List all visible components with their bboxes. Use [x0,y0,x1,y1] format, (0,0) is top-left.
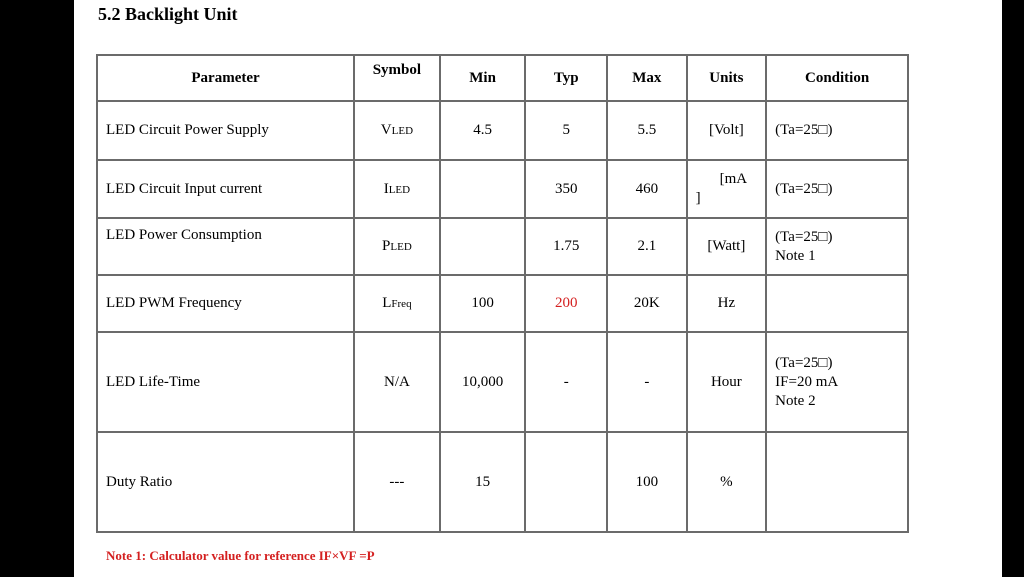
cell-parameter: LED Power Consumption [97,218,354,275]
cell-condition [766,275,908,332]
cell-symbol: ILED [354,160,440,218]
cell-min: 100 [440,275,526,332]
table-row [97,275,908,332]
cell-min: 10,000 [440,332,526,432]
cell-max: 5.5 [607,101,687,160]
document-page [74,0,1002,577]
cell-units: Hour [687,332,767,432]
cell-max: 20K [607,275,687,332]
cell-units: [Watt] [687,218,767,275]
cell-min [440,218,526,275]
table-row [97,432,908,532]
header-max: Max [607,55,687,101]
header-typ: Typ [525,55,607,101]
section-title: 5.2 Backlight Unit [98,4,238,24]
cell-min: 15 [440,432,526,532]
cell-max: - [607,332,687,432]
cell-units: [mA ] [687,160,767,218]
cell-max: 2.1 [607,218,687,275]
cell-typ [525,432,607,532]
cell-typ: 1.75 [525,218,607,275]
footnote: Note 1: Calculator value for reference IF×VF =P [106,548,375,563]
header-units: Units [687,55,767,101]
cell-condition: (Ta=25□) [766,160,908,218]
cell-condition: (Ta=25□) [766,101,908,160]
cell-typ: 350 [525,160,607,218]
cell-units: % [687,432,767,532]
cell-typ: 5 [525,101,607,160]
cell-symbol: VLED [354,101,440,160]
cell-min: 4.5 [440,101,526,160]
cell-units: Hz [687,275,767,332]
cell-min [440,160,526,218]
table-row [97,218,908,275]
cell-typ: - [525,332,607,432]
cell-parameter: LED PWM Frequency [97,275,354,332]
backlight-spec-table [96,54,909,533]
cell-parameter: LED Circuit Power Supply [97,101,354,160]
cell-parameter: LED Circuit Input current [97,160,354,218]
cell-symbol: --- [354,432,440,532]
header-symbol: Symbol [354,55,440,101]
table-row [97,332,908,432]
header-min: Min [440,55,526,101]
cell-symbol: N/A [354,332,440,432]
cell-parameter: Duty Ratio [97,432,354,532]
cell-max: 460 [607,160,687,218]
cell-condition: (Ta=25□) IF=20 mA Note 2 [766,332,908,432]
table-row [97,101,908,160]
cell-typ: 200 [525,275,607,332]
cell-symbol: LFreq [354,275,440,332]
cell-max: 100 [607,432,687,532]
header-condition: Condition [766,55,908,101]
header-parameter: Parameter [97,55,354,101]
table-row [97,160,908,218]
cell-units: [Volt] [687,101,767,160]
cell-parameter: LED Life-Time [97,332,354,432]
cell-symbol: PLED [354,218,440,275]
cell-condition [766,432,908,532]
cell-condition: (Ta=25□) Note 1 [766,218,908,275]
table-header-row [97,55,908,101]
